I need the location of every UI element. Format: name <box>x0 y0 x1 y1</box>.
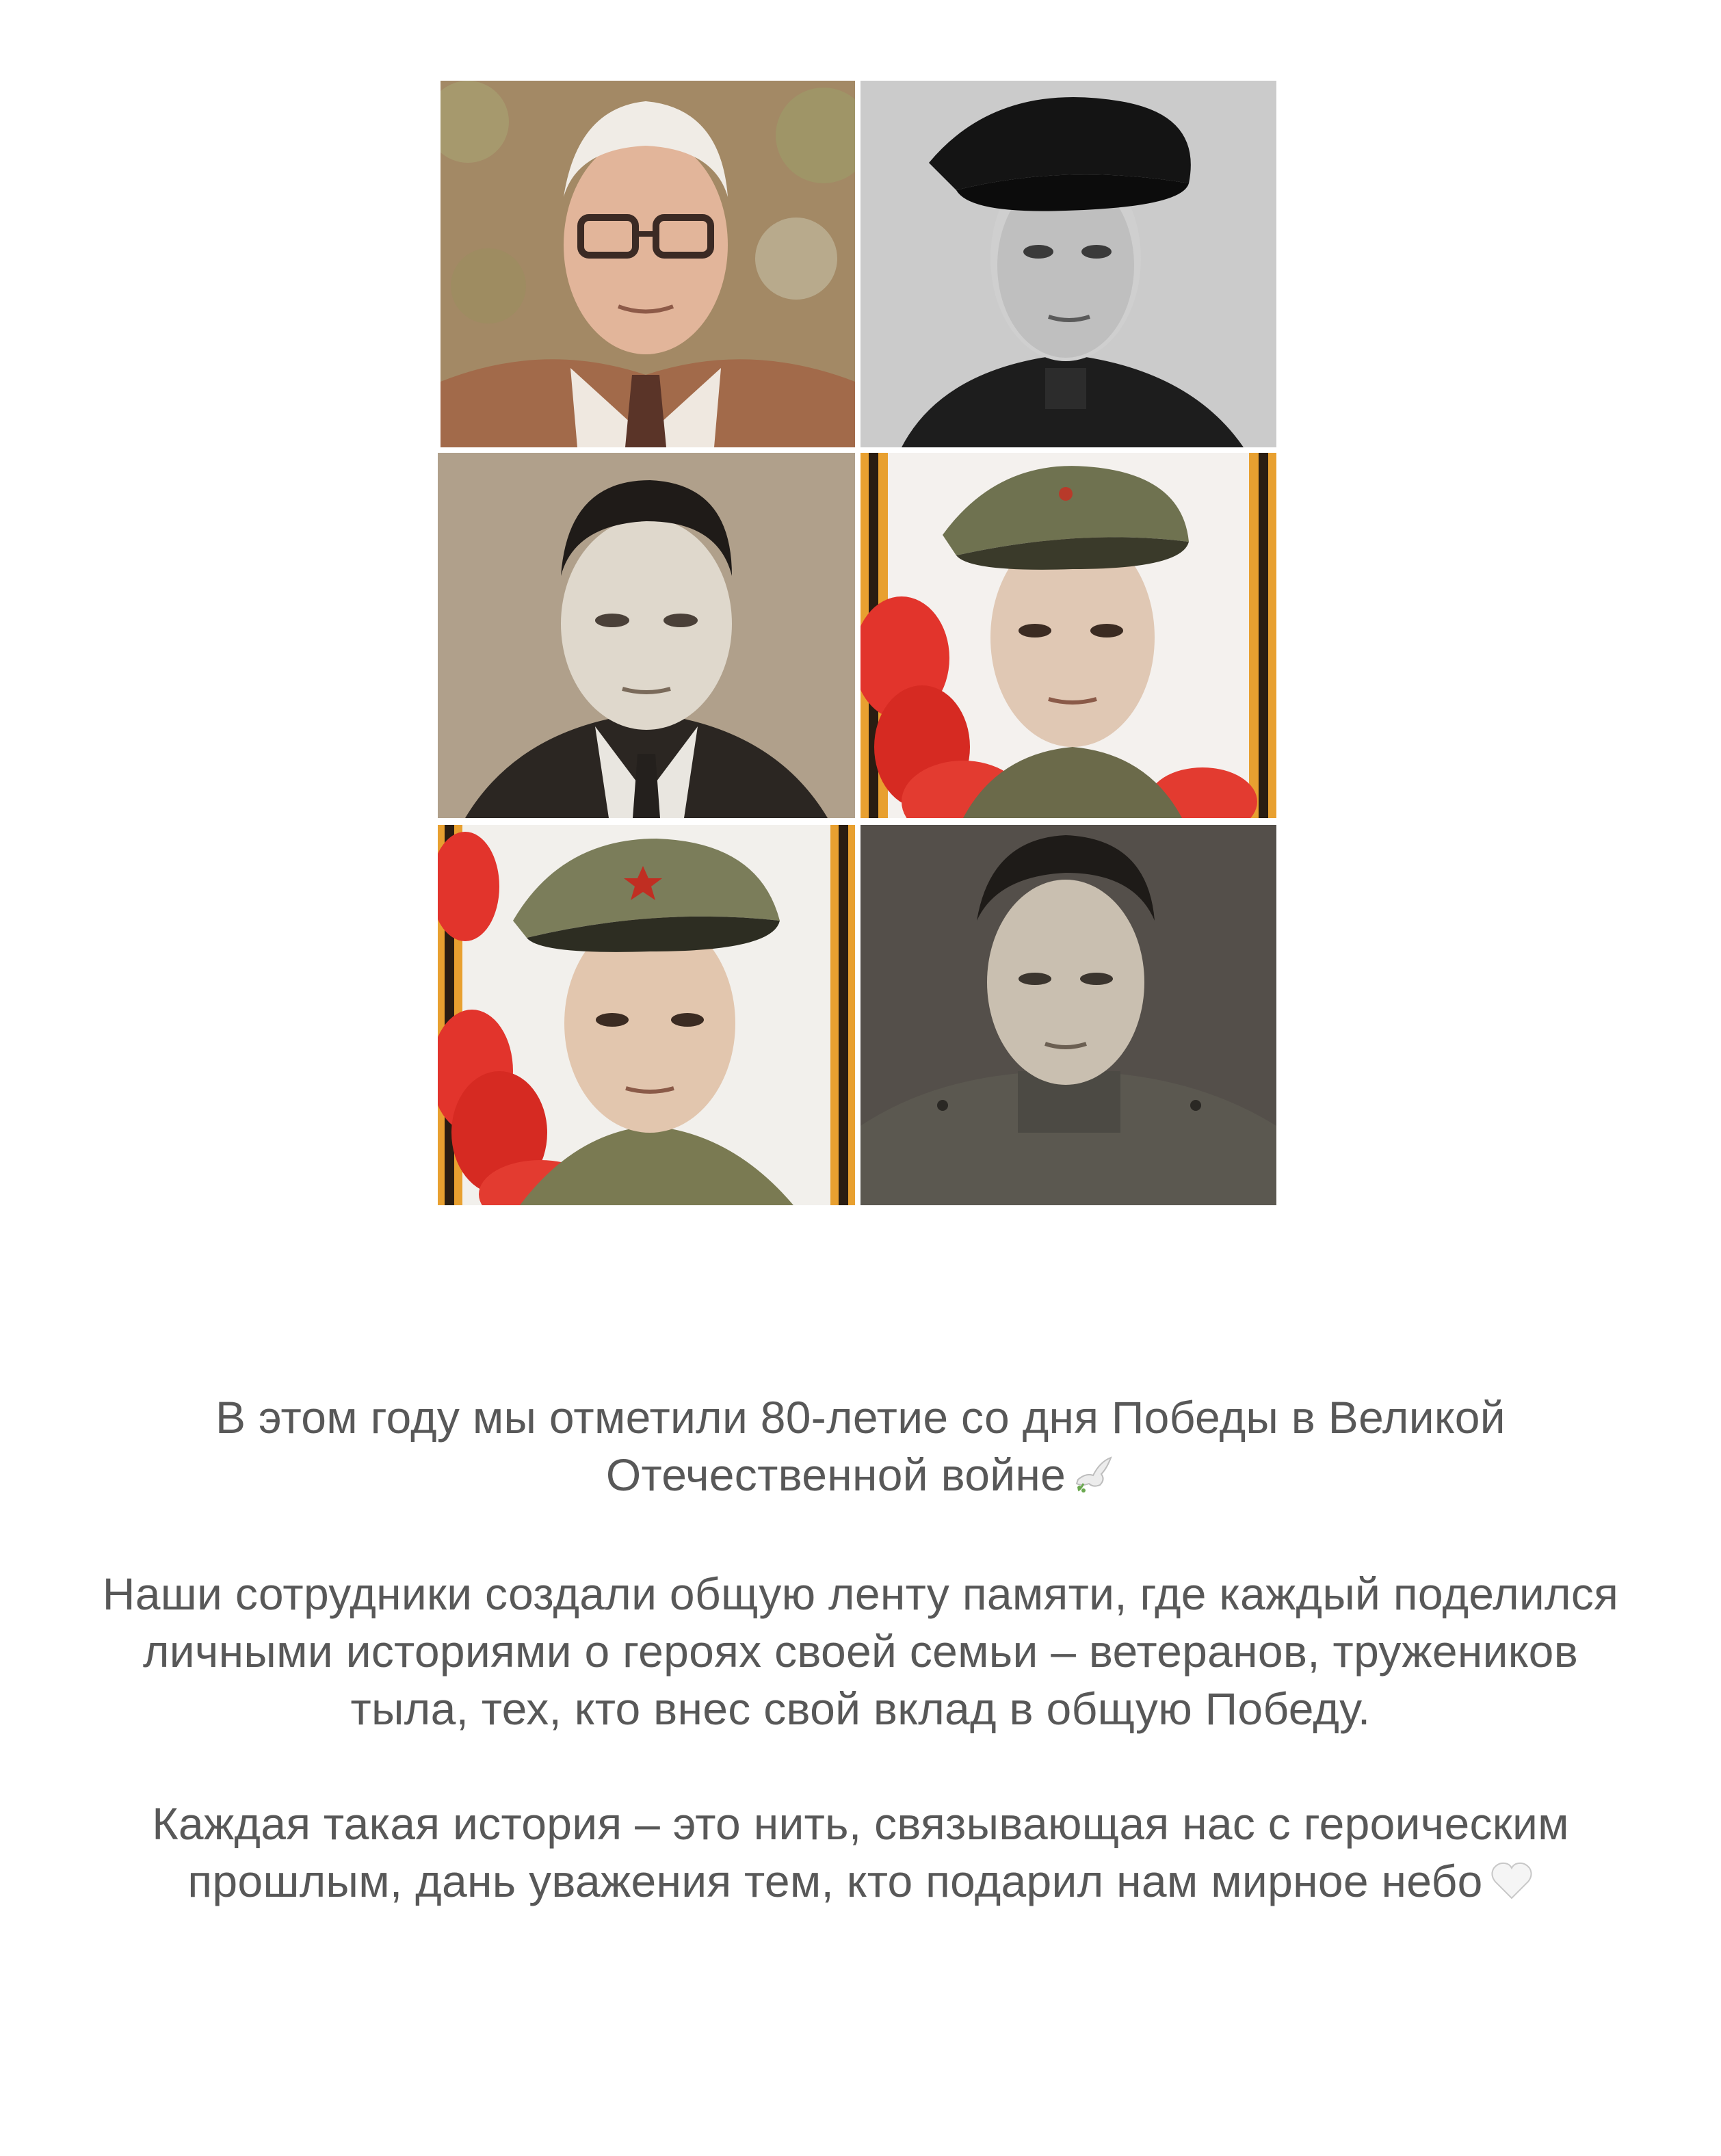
portrait-photo-5[interactable] <box>438 825 855 1205</box>
portrait-photo-4[interactable] <box>860 453 1276 818</box>
photo-collage <box>438 81 1276 1205</box>
paragraph-story <box>82 1795 1639 1914</box>
paragraph-story-text: Каждая такая история – это нить, связывающая нас с героическим прошлым, дань уважения тем, кто подарил нам мирное небо <box>152 1798 1569 1906</box>
paragraph-victory-text: В этом году мы отметили 80-летие со дня Победы в Великой Отечественной войне <box>215 1392 1506 1500</box>
portrait-photo-6[interactable] <box>860 825 1276 1205</box>
post-text <box>82 1389 1639 1914</box>
paragraph-memory-feed: Наши сотрудники создали общую ленту памяти, где каждый поделился личными историями о героях своей семьи – ветеранов, тружеников тыла, тех, кто внес свой вклад в общую Победу. <box>102 1568 1619 1734</box>
dove-emoji-icon <box>1073 1450 1115 1508</box>
portrait-photo-3[interactable] <box>438 453 855 818</box>
portrait-photo-2[interactable] <box>860 81 1276 447</box>
portrait-photo-1[interactable] <box>441 81 855 447</box>
paragraph-victory <box>82 1389 1639 1508</box>
white-heart-emoji-icon <box>1490 1856 1534 1914</box>
